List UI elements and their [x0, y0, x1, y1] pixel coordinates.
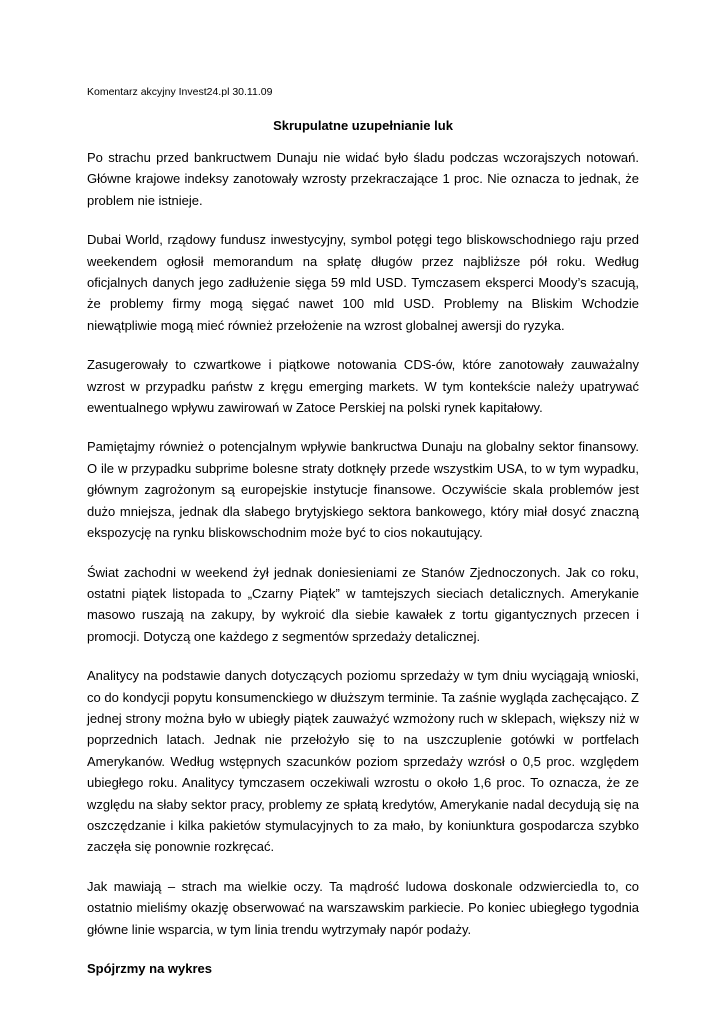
paragraph-6: Analitycy na podstawie danych dotyczących poziomu sprzedaży w tym dniu wyciągają wnioski, co do kondycji popytu konsumenckiego w dłuższym terminie. Ta zaśnie wygląda zachęcająco. Z jednej strony można było w ubiegły piątek zauważyć wzmożony ruch w sklepach, większy niż w poprzednich latach. Jednak nie przełożyło się to na uszczuplenie gotówki w portfelach Amerykanów. Według wstępnych szacunków poziom sprzedaży wzrósł o 0,5 proc. względem ubiegłego roku. Analitycy tymczasem oczekiwali wzrostu o około 1,6 proc. To oznacza, że ze względu na słaby sektor pracy, problemy ze spłatą kredytów, Amerykanie nadal decydują się na oszczędzanie i kilka pakietów stymulacyjnych to za mało, by koniunktura gospodarcza szybko zaczęła się ponownie rozkręcać.	[87, 668, 639, 855]
paragraph-1: Po strachu przed bankructwem Dunaju nie widać było śladu podczas wczorajszych notowań. Główne krajowe indeksy zanotowały wzrosty przekraczające 1 proc. Nie oznacza to jednak, że problem nie istnieje.	[87, 150, 639, 208]
paragraph-7: Jak mawiają – strach ma wielkie oczy. Ta mądrość ludowa doskonale odzwierciedla to, co ostatnio mieliśmy okazję obserwować na warszawskim parkiecie. Po koniec ubiegłego tygodnia główne linie wsparcia, w tym linia trendu wytrzymały napór podaży.	[87, 878, 639, 937]
document-meta-header: Komentarz akcyjny Invest24.pl 30.11.09	[87, 86, 273, 98]
document-body	[87, 147, 639, 979]
document-title: Skrupulatne uzupełnianie luk	[273, 118, 453, 133]
paragraph-5: Świat zachodni w weekend żył jednak doniesieniami ze Stanów Zjednoczonych. Jak co roku, ostatni piątek listopada to „Czarny Piątek” w tamtejszych sieciach detalicznych. Amerykanie masowo ruszają na zakupy, by wykroić dla siebie kawałek z tortu gigantycznych przecen i promocji. Dotyczą one każdego z segmentów sprzedaży detalicznej.	[87, 564, 639, 644]
paragraph-3: Zasugerowały to czwartkowe i piątkowe notowania CDS-ów, które zanotowały zauważalny wzrost w przypadku państw z kręgu emerging markets. W tym kontekście należy upatrywać ewentualnego wpływu zawirowań w Zatoce Perskiej na polski rynek kapitałowy.	[87, 357, 639, 416]
paragraph-4: Pamiętajmy również o potencjalnym wpływie bankructwa Dunaju na globalny sektor finansowy. O ile w przypadku subprime bolesne straty dotknęły przede wszystkim USA, to w tym wypadku, głównym zagrożonym są europejskie instytucje finansowe. Oczywiście skala problemów jest dużo mniejsza, jednak dla słabego brytyjskiego sektora bankowego, który miał dosyć znaczną ekspozycję na rynku bliskowschodnim może być to cios nokautujący.	[87, 439, 639, 541]
section-subheading: Spójrzmy na wykres	[87, 961, 212, 976]
paragraph-2: Dubai World, rządowy fundusz inwestycyjny, symbol potęgi tego bliskowschodniego raju przed weekendem ogłosił memorandum na spłatę długów przez najbliższe pół roku. Według oficjalnych danych jego zadłużenie sięga 59 mld USD. Tymczasem eksperci Moody’s szacują, że problemy firmy mogą sięgać nawet 100 mld USD. Problemy na Bliskim Wchodzie niewątpliwie mogą mieć również przełożenie na wzrost globalnej awersji do ryzyka.	[87, 232, 639, 333]
